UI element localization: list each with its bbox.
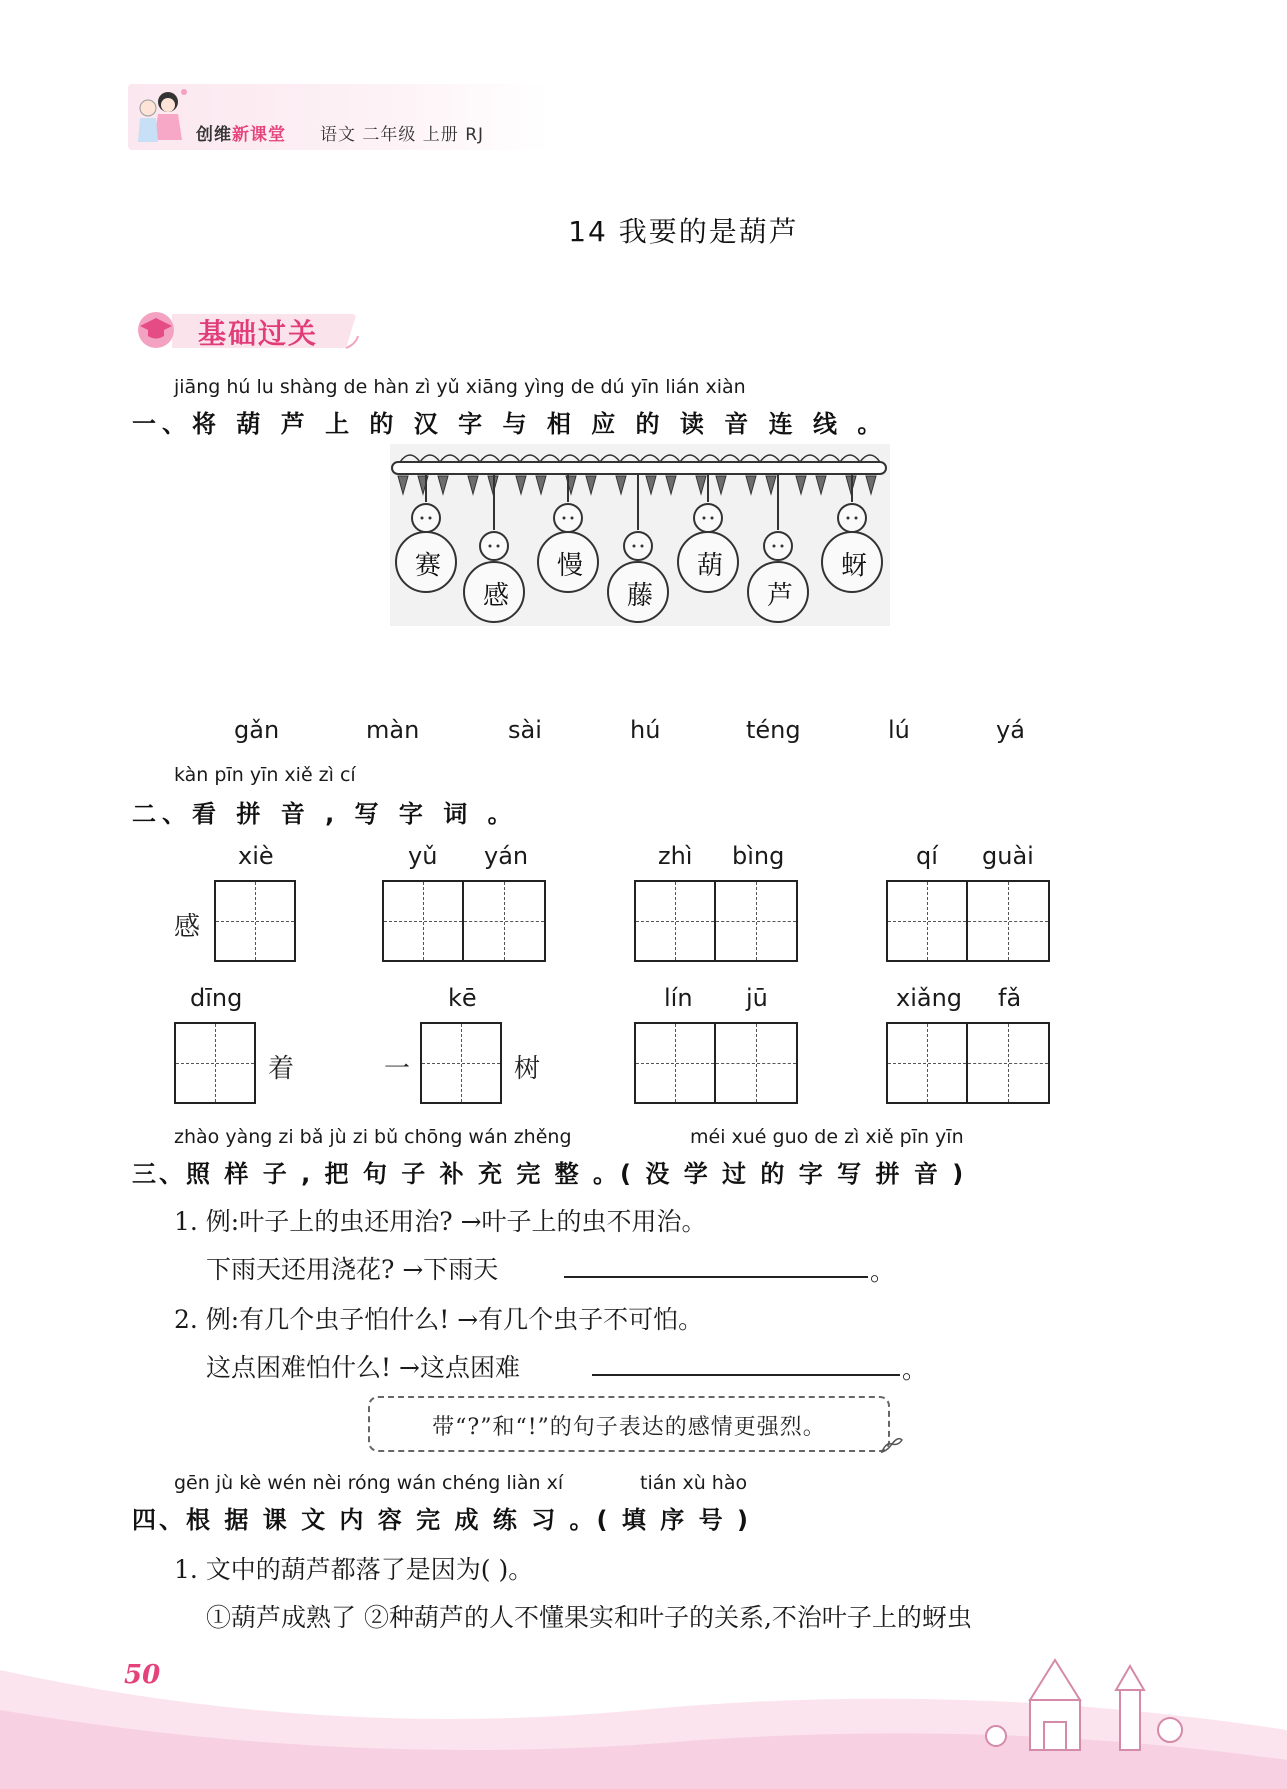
q3-item1-prompt: 下雨天还用浇花? →下雨天 (206, 1255, 499, 1284)
gourd-char: 慢 (556, 551, 584, 581)
word-pinyin: xiǎng (896, 984, 963, 1012)
writing-cell[interactable] (420, 1022, 502, 1104)
q2-pinyin: kàn pīn yīn xiě zì cí (174, 764, 356, 786)
q4-item1-options: ①葫芦成熟了 ②种葫芦的人不懂果实和叶子的关系,不治叶子上的蚜虫 (206, 1603, 972, 1632)
reading-option: màn (366, 716, 420, 744)
q4-pinyin-a: gēn jù kè wén nèi róng wán chéng liàn xí (174, 1472, 564, 1494)
word-prefix: 感 (174, 912, 201, 942)
writing-cell[interactable] (716, 880, 798, 962)
word-pinyin: kē (448, 984, 477, 1012)
word-pinyin: lín (664, 984, 693, 1012)
writing-cell[interactable] (174, 1022, 256, 1104)
gourd-vine-illustration (390, 444, 890, 626)
reading-option: lú (888, 716, 910, 744)
writing-box[interactable] (382, 880, 546, 962)
reading-option: hú (630, 716, 661, 744)
q3-pinyin-a: zhào yàng zi bǎ jù zi bǔ chōng wán zhěng (174, 1126, 572, 1148)
q1-title: 一、将 葫 芦 上 的 汉 字 与 相 应 的 读 音 连 线 。 (132, 410, 888, 438)
answer-blank[interactable] (592, 1354, 900, 1376)
word-pinyin: yán (484, 842, 529, 870)
word-pinyin: dīng (190, 984, 243, 1012)
writing-cell[interactable] (464, 880, 546, 962)
writing-box[interactable] (420, 1022, 502, 1104)
q1-pinyin: jiāng hú lu shàng de hàn zì yǔ xiāng yìng de dú yīn lián xiàn (174, 376, 746, 398)
q4-pinyin-b: tián xù hào (640, 1472, 748, 1494)
kids-illustration (128, 84, 190, 150)
writing-cell[interactable] (968, 880, 1050, 962)
q2-title: 二、看 拼 音 , 写 字 词 。 (132, 800, 518, 828)
word-pinyin: jū (746, 984, 768, 1012)
sprout-icon (878, 1432, 904, 1454)
word-pinyin: xiè (238, 842, 274, 870)
writing-box[interactable] (634, 880, 798, 962)
q3-pinyin-b: méi xué guo de zì xiě pīn yīn (690, 1126, 964, 1148)
reading-option: sài (508, 716, 542, 744)
writing-cell[interactable] (716, 1022, 798, 1104)
lesson-title: 14 我要的是葫芦 (568, 215, 799, 248)
book-info: 语文 二年级 上册 RJ (320, 125, 485, 145)
writing-box[interactable] (634, 1022, 798, 1104)
writing-cell[interactable] (886, 880, 968, 962)
writing-box[interactable] (886, 880, 1050, 962)
gourd-char: 藤 (626, 581, 654, 611)
reading-option: gǎn (234, 716, 280, 744)
word-pinyin: fǎ (998, 984, 1022, 1012)
writing-cell[interactable] (634, 1022, 716, 1104)
page-number: 50 (124, 1660, 161, 1690)
q3-item2-prompt: 这点困难怕什么! →这点困难 (206, 1353, 520, 1382)
word-prefix: 一 (384, 1054, 411, 1084)
q3-item2-example: 2. 例:有几个虫子怕什么! →有几个虫子不可怕。 (174, 1305, 704, 1334)
q4-item1: 1. 文中的葫芦都落了是因为( )。 (174, 1555, 534, 1584)
writing-box[interactable] (886, 1022, 1050, 1104)
word-pinyin: qí (916, 842, 938, 870)
answer-blank[interactable] (564, 1256, 868, 1278)
writing-cell[interactable] (382, 880, 464, 962)
q3-title: 三、照 样 子 , 把 句 子 补 充 完 整 。( 没 学 过 的 字 写 拼 音 ) (132, 1160, 967, 1188)
word-suffix: 树 (514, 1054, 541, 1084)
word-pinyin: yǔ (408, 842, 438, 870)
writing-box[interactable] (214, 880, 296, 962)
brand-name: 创维新课堂 (196, 125, 286, 145)
gourd-char: 蚜 (840, 551, 868, 581)
writing-cell[interactable] (214, 880, 296, 962)
q4-title: 四、根 据 课 文 内 容 完 成 练 习 。( 填 序 号 ) (132, 1506, 751, 1534)
answer-period: 。 (902, 1355, 928, 1384)
q3-item1-example: 1. 例:叶子上的虫还用治? →叶子上的虫不用治。 (174, 1207, 707, 1236)
word-pinyin: guài (982, 842, 1034, 870)
tip-text: 带“?”和“!”的句子表达的感情更强烈。 (432, 1415, 826, 1440)
writing-cell[interactable] (886, 1022, 968, 1104)
answer-period: 。 (870, 1257, 896, 1286)
reading-option: yá (996, 716, 1025, 744)
section-title: 基础过关 (198, 317, 319, 350)
word-pinyin: bìng (732, 842, 785, 870)
gourd-char: 赛 (414, 551, 442, 581)
footer-wave (0, 1630, 1287, 1789)
gourd-char: 感 (482, 581, 510, 611)
word-pinyin: zhì (658, 842, 693, 870)
writing-box[interactable] (174, 1022, 256, 1104)
gourd-char: 葫 (696, 551, 724, 581)
writing-cell[interactable] (634, 880, 716, 962)
writing-cell[interactable] (968, 1022, 1050, 1104)
gourd-char: 芦 (766, 581, 794, 611)
reading-option: téng (746, 716, 801, 744)
word-suffix: 着 (268, 1054, 295, 1084)
